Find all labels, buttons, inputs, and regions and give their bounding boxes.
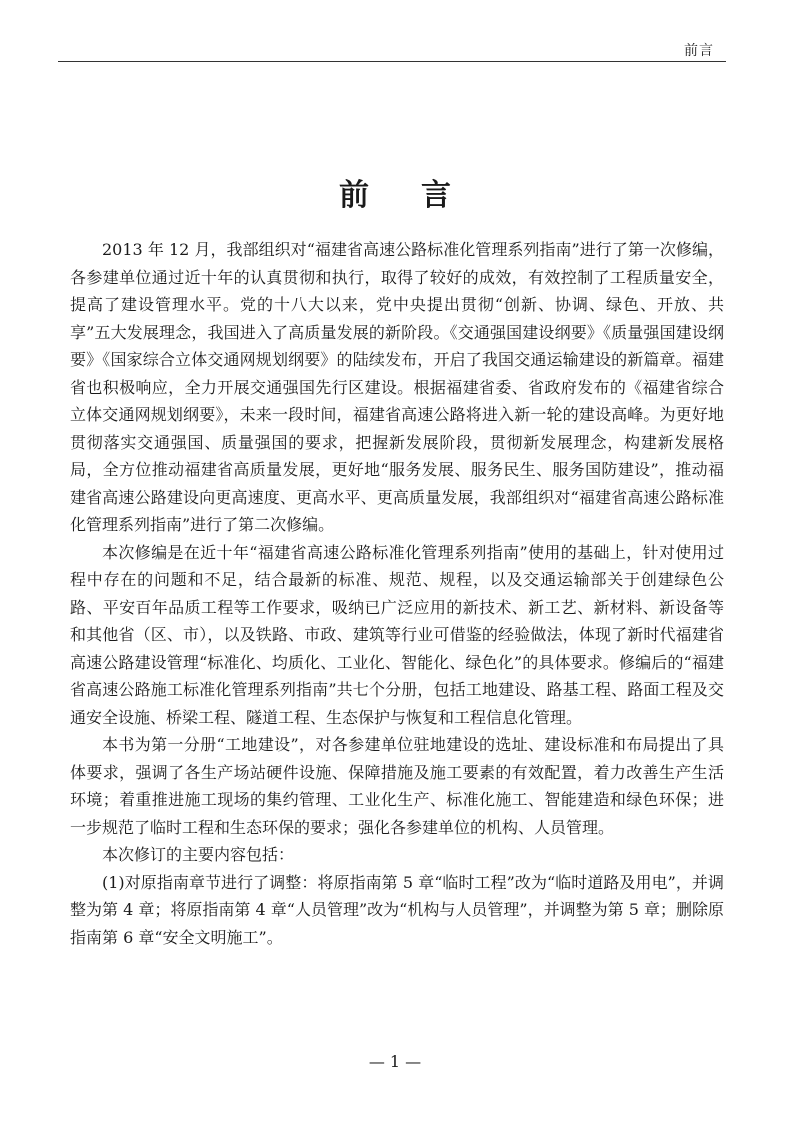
page-number: — 1 — [368, 1052, 422, 1071]
paragraph: 本次修订的主要内容包括： [102, 845, 295, 864]
paragraph: (1)对原指南章节进行了调整：将原指南第 5 章“临时工程”改为“临时道路及用电”，并调整为第 4 章；将原指南第 4 章“人员管理”改为“机构与人员管理”，并调整为第 5 章；删除原指南第 6 章“安全文明施工”。 [70, 872, 724, 947]
page-title: 前言 [339, 178, 503, 213]
running-header-title: 前言 [684, 43, 714, 59]
paragraph: 2013 年 12 月，我部组织对“福建省高速公路标准化管理系列指南”进行了第一次修编，各参建单位通过近十年的认真贯彻和执行，取得了较好的成效，有效控制了工程质量安全，提高了建设管理水平。党的十八大以来，党中央提出贯彻“创新、协调、绿色、开放、共享”五大发展理念，我国进入了高质量发展的新阶段。《交通强国建设纲要》《质量强国建设纲要》《国家综合立体交通网规划纲要》的陆续发布，开启了我国交通运输建设的新篇章。福建省也积极响应，全力开展交通强国先行区建设。根据福建省委、省政府发布的《福建省综合立体交通网规划纲要》，未来一段时间，福建省高速公路将进入新一轮的建设高峰。为更好地贯彻落实交通强国、质量强国的要求，把握新发展阶段，贯彻新发展理念，构建新发展格局，全方位推动福建省高质量发展，更好地“服务发展、服务民生、服务国防建设”，推动福建省高速公路建设向更高速度、更高水平、更高质量发展，我部组织对“福建省高速公路标准化管理系列指南”进行了第二次修编。 [70, 240, 724, 534]
running-header [58, 36, 726, 62]
paragraph: 本次修编是在近十年“福建省高速公路标准化管理系列指南”使用的基础上，针对使用过程中存在的问题和不足，结合最新的标准、规范、规程，以及交通运输部关于创建绿色公路、平安百年品质工程等工作要求，吸纳已广泛应用的新技术、新工艺、新材料、新设备等和其他省（区、市），以及铁路、市政、建筑等行业可借鉴的经验做法，体现了新时代福建省高速公路建设管理“标准化、均质化、工业化、智能化、绿色化”的具体要求。修编后的“福建省高速公路施工标准化管理系列指南”共七个分册，包括工地建设、路基工程、路面工程及交通安全设施、桥梁工程、隧道工程、生态保护与恢复和工程信息化管理。 [70, 542, 724, 727]
paragraph: 本书为第一分册“工地建设”，对各参建单位驻地建设的选址、建设标准和布局提出了具体要求，强调了各生产场站硬件设施、保障措施及施工要素的有效配置，着力改善生产生活环境；着重推进施工现场的集约管理、工业化生产、标准化施工、智能建造和绿色环保；进一步规范了临时工程和生态环保的要求；强化各参建单位的机构、人员管理。 [70, 735, 724, 837]
body-text [70, 236, 724, 951]
